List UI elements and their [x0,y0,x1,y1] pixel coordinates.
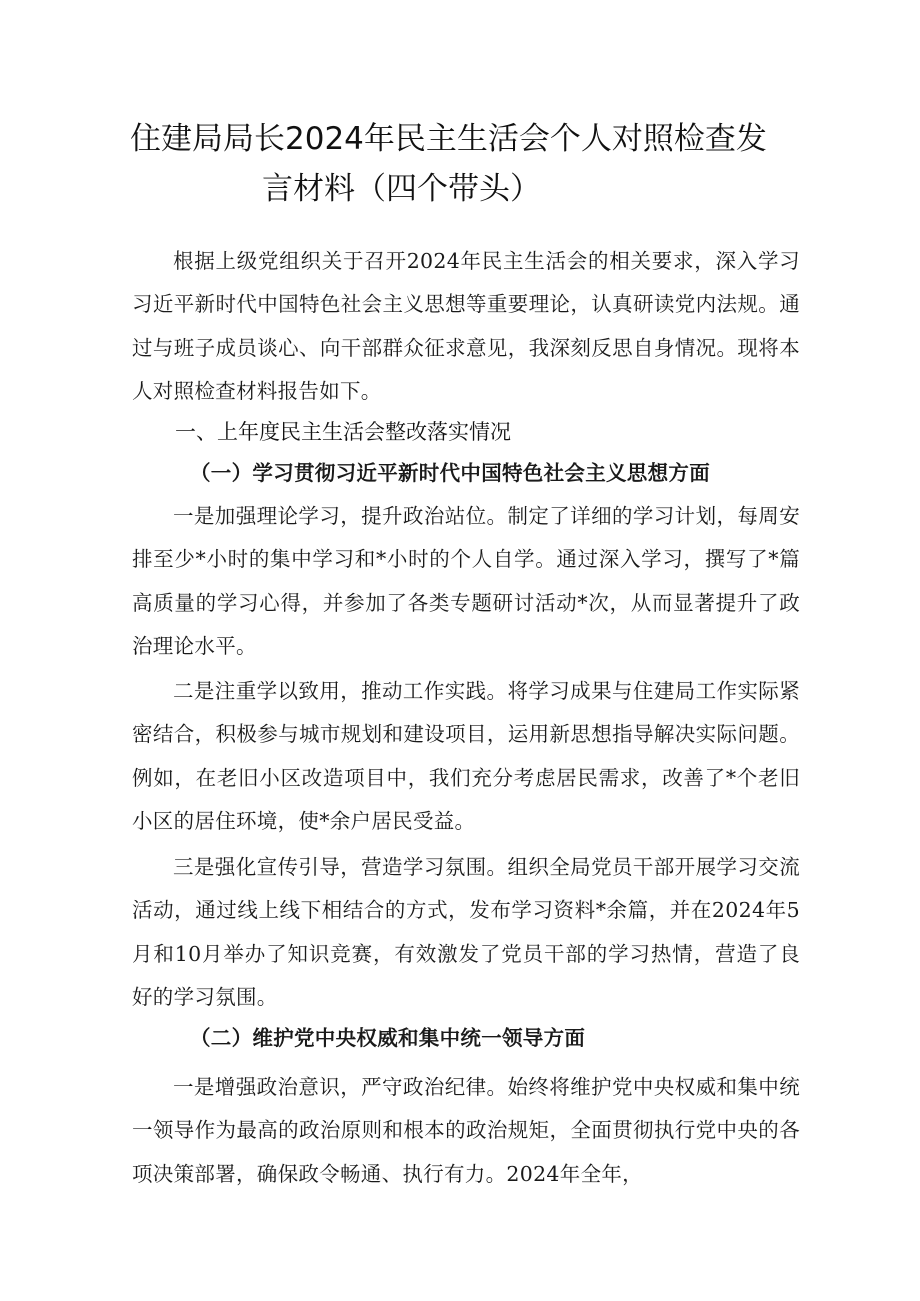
subsection-1-heading: （一）学习贯彻习近平新时代中国特色社会主义思想方面 [190,461,710,485]
title-line-2: 言材料（四个带头） [262,171,541,207]
document-title [130,114,810,214]
section-1-heading: 一、上年度民主生活会整改落实情况 [175,420,511,444]
subsection-1-paragraph-2: 二是注重学以致用，推动工作实践。将学习成果与住建局工作实际紧密结合，积极参与城市规划和建设项目，运用新思想指导解决实际问题。例如，在老旧小区改造项目中，我们充分考虑居民需求，改善了*个老旧小区的居住环境，使*余户居民受益。 [132,679,800,833]
subsection-1-paragraph-1: 一是加强理论学习，提升政治站位。制定了详细的学习计划，每周安排至少*小时的集中学习和*小时的个人自学。通过深入学习，撰写了*篇高质量的学习心得，并参加了各类专题研讨活动*次，从而显著提升了政治理论水平。 [132,504,800,658]
subsection-2-heading: （二）维护党中央权威和集中统一领导方面 [190,1026,586,1050]
subsection-1-paragraph-3: 三是强化宣传引导，营造学习氛围。组织全局党员干部开展学习交流活动，通过线上线下相结合的方式，发布学习资料*余篇，并在2024年5月和10月举办了知识竞赛，有效激发了党员干部的学习热情，营造了良好的学习氛围。 [132,855,800,1009]
title-line-1: 住建局局长2024年民主生活会个人对照检查发 [130,121,767,157]
subsection-2-paragraph-1: 一是增强政治意识，严守政治纪律。始终将维护党中央权威和集中统一领导作为最高的政治原则和根本的政治规矩，全面贯彻执行党中央的各项决策部署，确保政令畅通、执行有力。2024年全年， [132,1075,800,1186]
intro-paragraph: 根据上级党组织关于召开2024年民主生活会的相关要求，深入学习习近平新时代中国特色社会主义思想等重要理论，认真研读党内法规。通过与班子成员谈心、向干部群众征求意见，我深刻反思自身情况。现将本人对照检查材料报告如下。 [132,249,800,403]
